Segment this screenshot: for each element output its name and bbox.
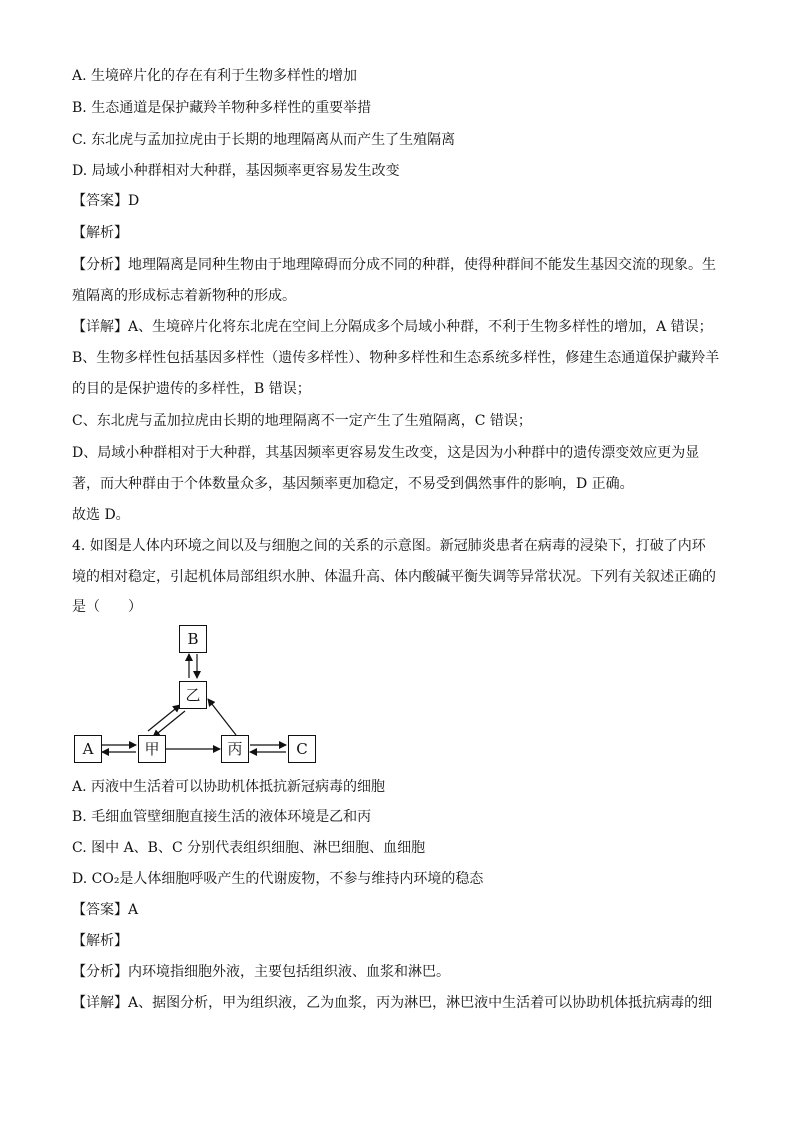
option-a: A. 生境碎片化的存在有利于生物多样性的增加 — [72, 68, 358, 84]
option-a: A. 丙液中生活着可以协助机体抵抗新冠病毒的细胞 — [72, 779, 386, 795]
detail-text: D、局域小种群相对于大种群，其基因频率更容易发生改变，这是因为小种群中的遗传漂变效应更为显 — [72, 445, 700, 461]
detail-text: 【详解】A、生境碎片化将东北虎在空间上分隔成多个局域小种群，不利于生物多样性的增加，A 错误； — [72, 319, 713, 335]
question-stem: 是（ ） — [72, 599, 142, 615]
detail-text: B、生物多样性包括基因多样性（遗传多样性）、物种多样性和生态系统多样性，修建生态通道保护藏羚羊 — [72, 350, 720, 366]
node-b: B — [179, 625, 207, 653]
question-stem: 4. 如图是人体内环境之间以及与细胞之间的关系的示意图。新冠肺炎患者在病毒的浸染下，打破了内环 — [72, 538, 706, 554]
node-yi: 乙 — [179, 681, 207, 709]
relationship-diagram — [60, 615, 340, 775]
option-b: B. 生态通道是保护藏羚羊物种多样性的重要举措 — [72, 100, 372, 116]
option-d: D. CO₂是人体细胞呼吸产生的代谢废物，不参与维持内环境的稳态 — [72, 871, 484, 887]
option-d: D. 局域小种群相对大种群，基因频率更容易发生改变 — [72, 163, 400, 179]
analysis-title: 【解析】 — [72, 225, 128, 241]
node-bing: 丙 — [221, 735, 249, 763]
choice-text: 故选 D。 — [72, 507, 130, 523]
detail-text: C、东北虎与孟加拉虎由长期的地理隔离不一定产生了生殖隔离，C 错误； — [72, 413, 532, 429]
arrow-jia-to-yi — [148, 705, 180, 731]
node-jia: 甲 — [138, 735, 166, 763]
arrow-bing-to-yi — [208, 699, 236, 735]
analysis-title: 【解析】 — [72, 933, 128, 949]
answer: 【答案】D — [72, 193, 140, 209]
node-a: A — [74, 735, 102, 763]
detail-text: 【详解】A、据图分析，甲为组织液，乙为血浆，丙为淋巴，淋巴液中生活着可以协助机体抵抗病毒的细 — [72, 995, 713, 1011]
analysis-text: 【分析】地理隔离是同种生物由于地理障碍而分成不同的种群，使得种群间不能发生基因交流的现象。生 — [72, 257, 716, 273]
option-b: B. 毛细血管壁细胞直接生活的液体环境是乙和丙 — [72, 809, 372, 825]
question-stem: 境的相对稳定，引起机体局部组织水肿、体温升高、体内酸碱平衡失调等异常状况。下列有关叙述正确的 — [72, 569, 716, 585]
answer: 【答案】A — [72, 902, 139, 918]
node-c: C — [288, 735, 316, 763]
detail-text: 的目的是保护遗传的多样性，B 错误； — [72, 381, 311, 397]
detail-text: 著，而大种群由于个体数量众多，基因频率更加稳定，不易受到偶然事件的影响，D 正确。 — [72, 476, 634, 492]
arrow-yi-to-jia — [153, 711, 185, 737]
analysis-text: 【分析】内环境指细胞外液，主要包括组织液、血浆和淋巴。 — [72, 964, 450, 980]
option-c: C. 图中 A、B、C 分别代表组织细胞、淋巴细胞、血细胞 — [72, 840, 426, 856]
option-c: C. 东北虎与孟加拉虎由于长期的地理隔离从而产生了生殖隔离 — [72, 132, 456, 148]
analysis-text: 殖隔离的形成标志着新物种的形成。 — [72, 288, 296, 304]
